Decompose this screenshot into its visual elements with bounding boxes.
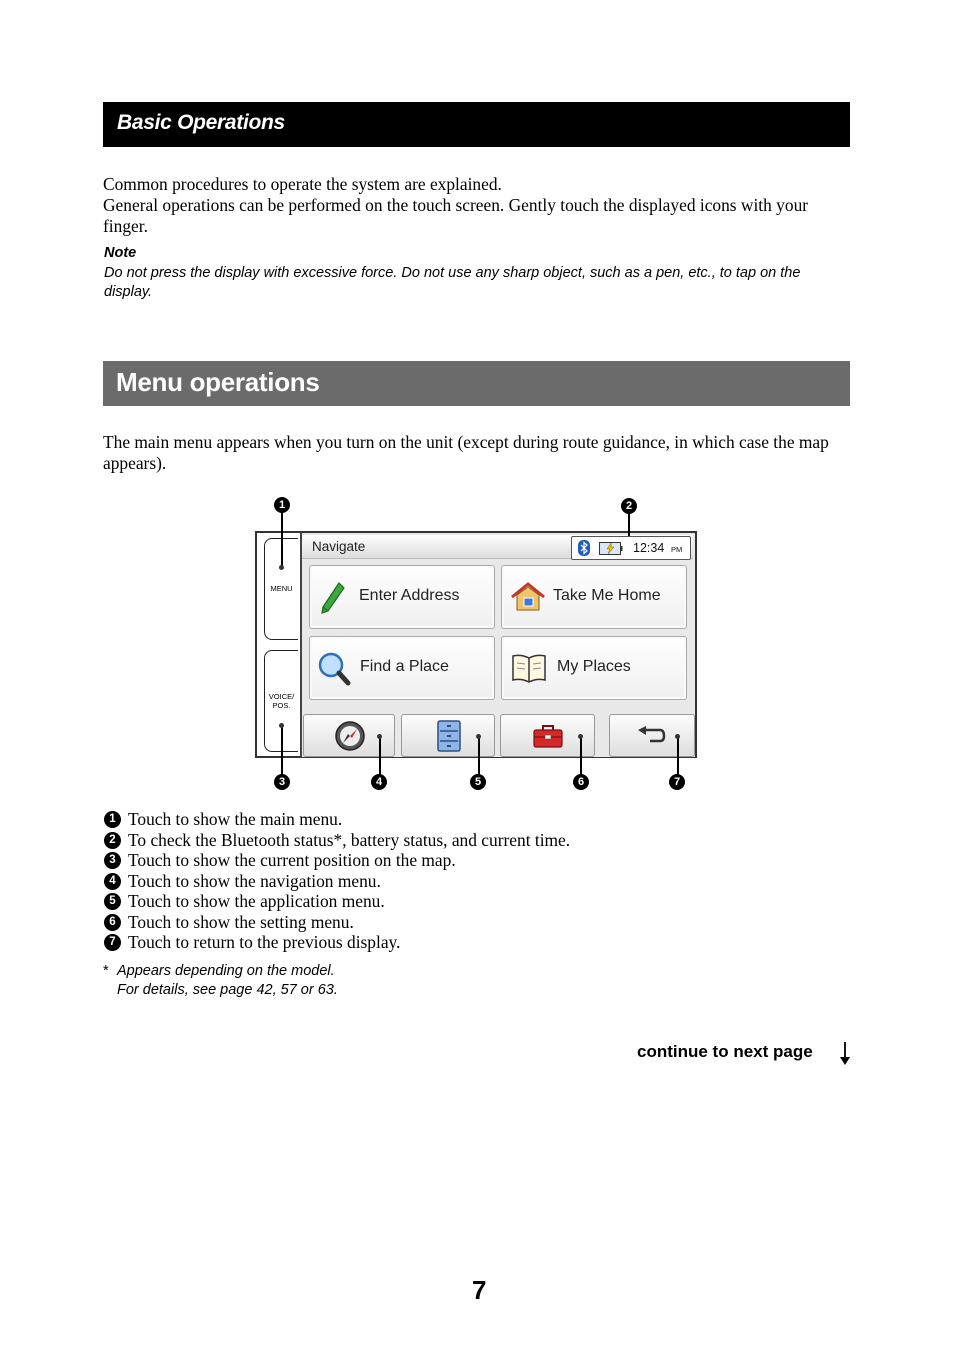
clock-ampm: PM — [671, 545, 683, 554]
callout-dot — [675, 734, 680, 739]
legend-text: Touch to show the navigation menu. — [128, 870, 381, 891]
page-number: 7 — [472, 1275, 487, 1305]
toolbox-icon — [533, 724, 563, 748]
list-item — [103, 932, 863, 953]
callout-leader-1 — [281, 512, 283, 568]
section-header-basic-operations — [103, 102, 850, 147]
menu-button-label: MENU — [270, 584, 293, 593]
legend-text: Touch to show the application menu. — [128, 891, 385, 911]
callout-1: 1 — [274, 497, 290, 513]
legend-number: 3 — [104, 852, 121, 869]
bluetooth-icon — [578, 540, 590, 556]
callout-dot — [377, 734, 382, 739]
take-me-home-button[interactable] — [501, 565, 687, 629]
list-item — [103, 830, 863, 851]
footnote-line-2: For details, see page 42, 57 or 63. — [117, 982, 338, 998]
list-item — [103, 891, 863, 912]
note-title: Note — [104, 245, 137, 261]
pencil-icon — [320, 581, 346, 615]
back-arrow-icon — [636, 726, 666, 746]
menu-intro-paragraph: The main menu appears when you turn on the unit (except during route guidance, in which case the map appears). — [103, 432, 829, 473]
enter-address-button[interactable] — [309, 565, 495, 629]
callout-dot — [476, 734, 481, 739]
callout-5: 5 — [470, 774, 486, 790]
legend-text: Touch to show the setting menu. — [128, 911, 354, 932]
magnifier-icon — [317, 652, 351, 686]
cabinet-icon — [437, 720, 461, 752]
callout-2: 2 — [621, 498, 637, 514]
list-item — [103, 809, 863, 830]
list-item — [103, 871, 863, 892]
footnote-line-1: Appears depending on the model. — [117, 963, 335, 979]
clock-time: 12:34 — [633, 541, 665, 555]
callout-legend-list — [103, 809, 863, 953]
legend-text: Touch to show the main menu. — [128, 809, 343, 829]
my-places-button[interactable] — [501, 636, 687, 700]
voice-button-label: VOICE/ POS. — [268, 692, 295, 710]
tile-label: Enter Address — [359, 587, 460, 604]
legend-number: 7 — [104, 934, 121, 951]
callout-dot — [279, 723, 284, 728]
callout-leader-4 — [379, 737, 381, 776]
screen-title: Navigate — [312, 539, 366, 554]
callout-dot — [279, 565, 284, 570]
compass-icon — [334, 720, 366, 752]
footnote-mark: * — [103, 963, 109, 979]
section-title: Menu operations — [116, 367, 320, 397]
tile-label: Take Me Home — [553, 587, 661, 604]
home-icon — [510, 581, 546, 613]
intro-line-2: General operations can be performed on the touch screen. Gently touch the displayed icons with your finger. — [103, 195, 809, 236]
legend-number: 4 — [104, 873, 121, 890]
list-item — [103, 850, 863, 871]
book-icon — [511, 653, 547, 683]
callout-4: 4 — [371, 774, 387, 790]
continue-label: continue to next page — [637, 1042, 813, 1061]
section-header-menu-operations — [103, 361, 850, 406]
tile-label: My Places — [557, 658, 631, 675]
legend-text: To check the Bluetooth status*, battery status, and current time. — [128, 829, 571, 850]
legend-number: 6 — [104, 914, 121, 931]
legend-number: 1 — [104, 811, 121, 828]
intro-line-1: Common procedures to operate the system are explained. — [103, 174, 502, 194]
legend-text: Touch to show the current position on the map. — [128, 850, 456, 870]
status-area — [571, 536, 691, 560]
down-arrow-icon — [838, 1041, 852, 1067]
note-text: Do not press the display with excessive force. Do not use any sharp object, such as a pen, etc., to tap on the display. — [104, 265, 801, 300]
callout-leader-5 — [478, 737, 480, 776]
find-a-place-button[interactable] — [309, 636, 495, 700]
callout-leader-2 — [628, 512, 630, 536]
back-button[interactable] — [609, 714, 695, 757]
callout-6: 6 — [573, 774, 589, 790]
intro-paragraph — [103, 174, 850, 237]
callout-7: 7 — [669, 774, 685, 790]
callout-leader-6 — [580, 737, 582, 776]
section-title: Basic Operations — [117, 111, 285, 134]
legend-number: 2 — [104, 832, 121, 849]
legend-text: Touch to return to the previous display. — [128, 932, 401, 952]
callout-leader-3 — [281, 726, 283, 776]
tile-label: Find a Place — [360, 658, 449, 675]
list-item — [103, 912, 863, 933]
callout-dot — [578, 734, 583, 739]
legend-number: 5 — [104, 893, 121, 910]
callout-leader-7 — [677, 737, 679, 776]
battery-icon — [599, 542, 623, 555]
callout-3: 3 — [274, 774, 290, 790]
